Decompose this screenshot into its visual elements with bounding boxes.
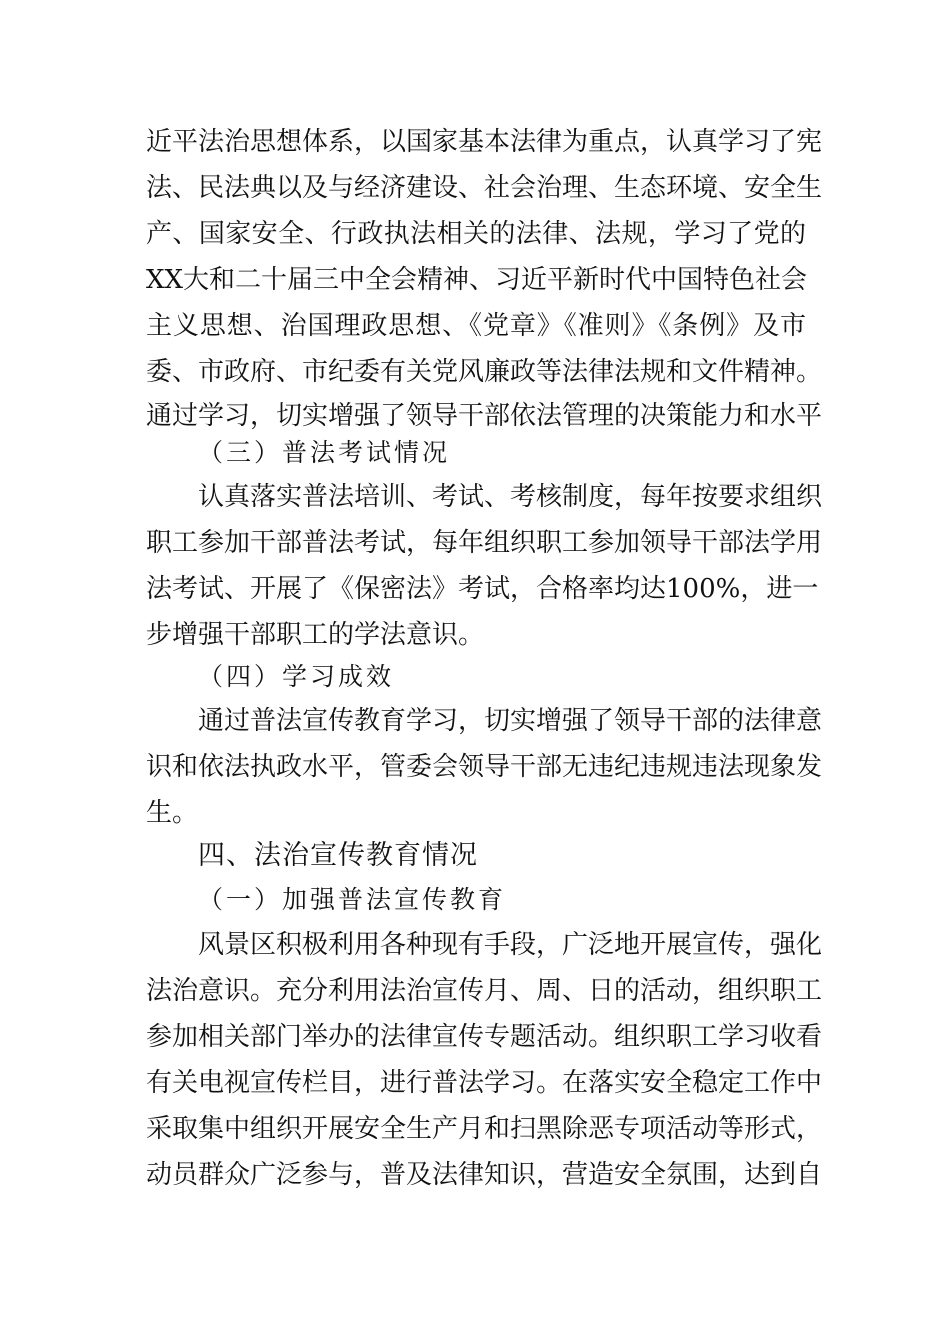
paragraph-line: 委、市政府、市纪委有关党风廉政等法律法规和文件精神。 [146,357,823,387]
paragraph-line: 近平法治思想体系，以国家基本法律为重点，认真学习了宪 [146,127,823,157]
paragraph-line: 认真落实普法培训、考试、考核制度，每年按要求组织 [198,482,823,512]
paragraph-line: 风景区积极利用各种现有手段，广泛地开展宣传，强化 [198,930,823,960]
section-title: （四）学习成效 [198,662,395,691]
paragraph-line: 步增强干部职工的学法意识。 [146,620,485,650]
paragraph-line: 法治意识。充分利用法治宣传月、周、日的活动，组织职工 [146,976,823,1006]
paragraph-line: 主义思想、治国理政思想、《党章》《准则》《条例》及市 [146,311,806,341]
paragraph-line: XX大和二十届三中全会精神、习近平新时代中国特色社会 [146,265,808,295]
paragraph-line: 法考试、开展了《保密法》考试，合格率均达100%，进一 [146,574,819,604]
paragraph-line: 动员群众广泛参与，普及法律知识，营造安全氛围，达到自 [146,1160,823,1190]
paragraph-line: 参加相关部门举办的法律宣传专题活动。组织职工学习收看 [146,1022,823,1052]
section-title: （一）加强普法宣传教育 [198,885,507,914]
paragraph-line: 法、民法典以及与经济建设、社会治理、生态环境、安全生 [146,173,823,203]
paragraph-line: 采取集中组织开展安全生产月和扫黑除恶专项活动等形式， [146,1114,823,1144]
chapter-heading: 四、法治宣传教育情况 [198,840,478,871]
paragraph-line: 产、国家安全、行政执法相关的法律、法规，学习了党的 [146,219,806,249]
paragraph-line: 职工参加干部普法考试，每年组织职工参加领导干部法学用 [146,528,823,558]
paragraph-line: 识和依法执政水平，管委会领导干部无违纪违规违法现象发 [146,752,823,782]
section-title: （三）普法考试情况 [198,438,451,467]
paragraph-line: 通过普法宣传教育学习，切实增强了领导干部的法律意 [198,706,823,736]
paragraph-line: 有关电视宣传栏目，进行普法学习。在落实安全稳定工作中 [146,1068,823,1098]
paragraph-line: 生。 [146,798,199,828]
paragraph-line: 通过学习，切实增强了领导干部依法管理的决策能力和水平 [146,401,823,431]
